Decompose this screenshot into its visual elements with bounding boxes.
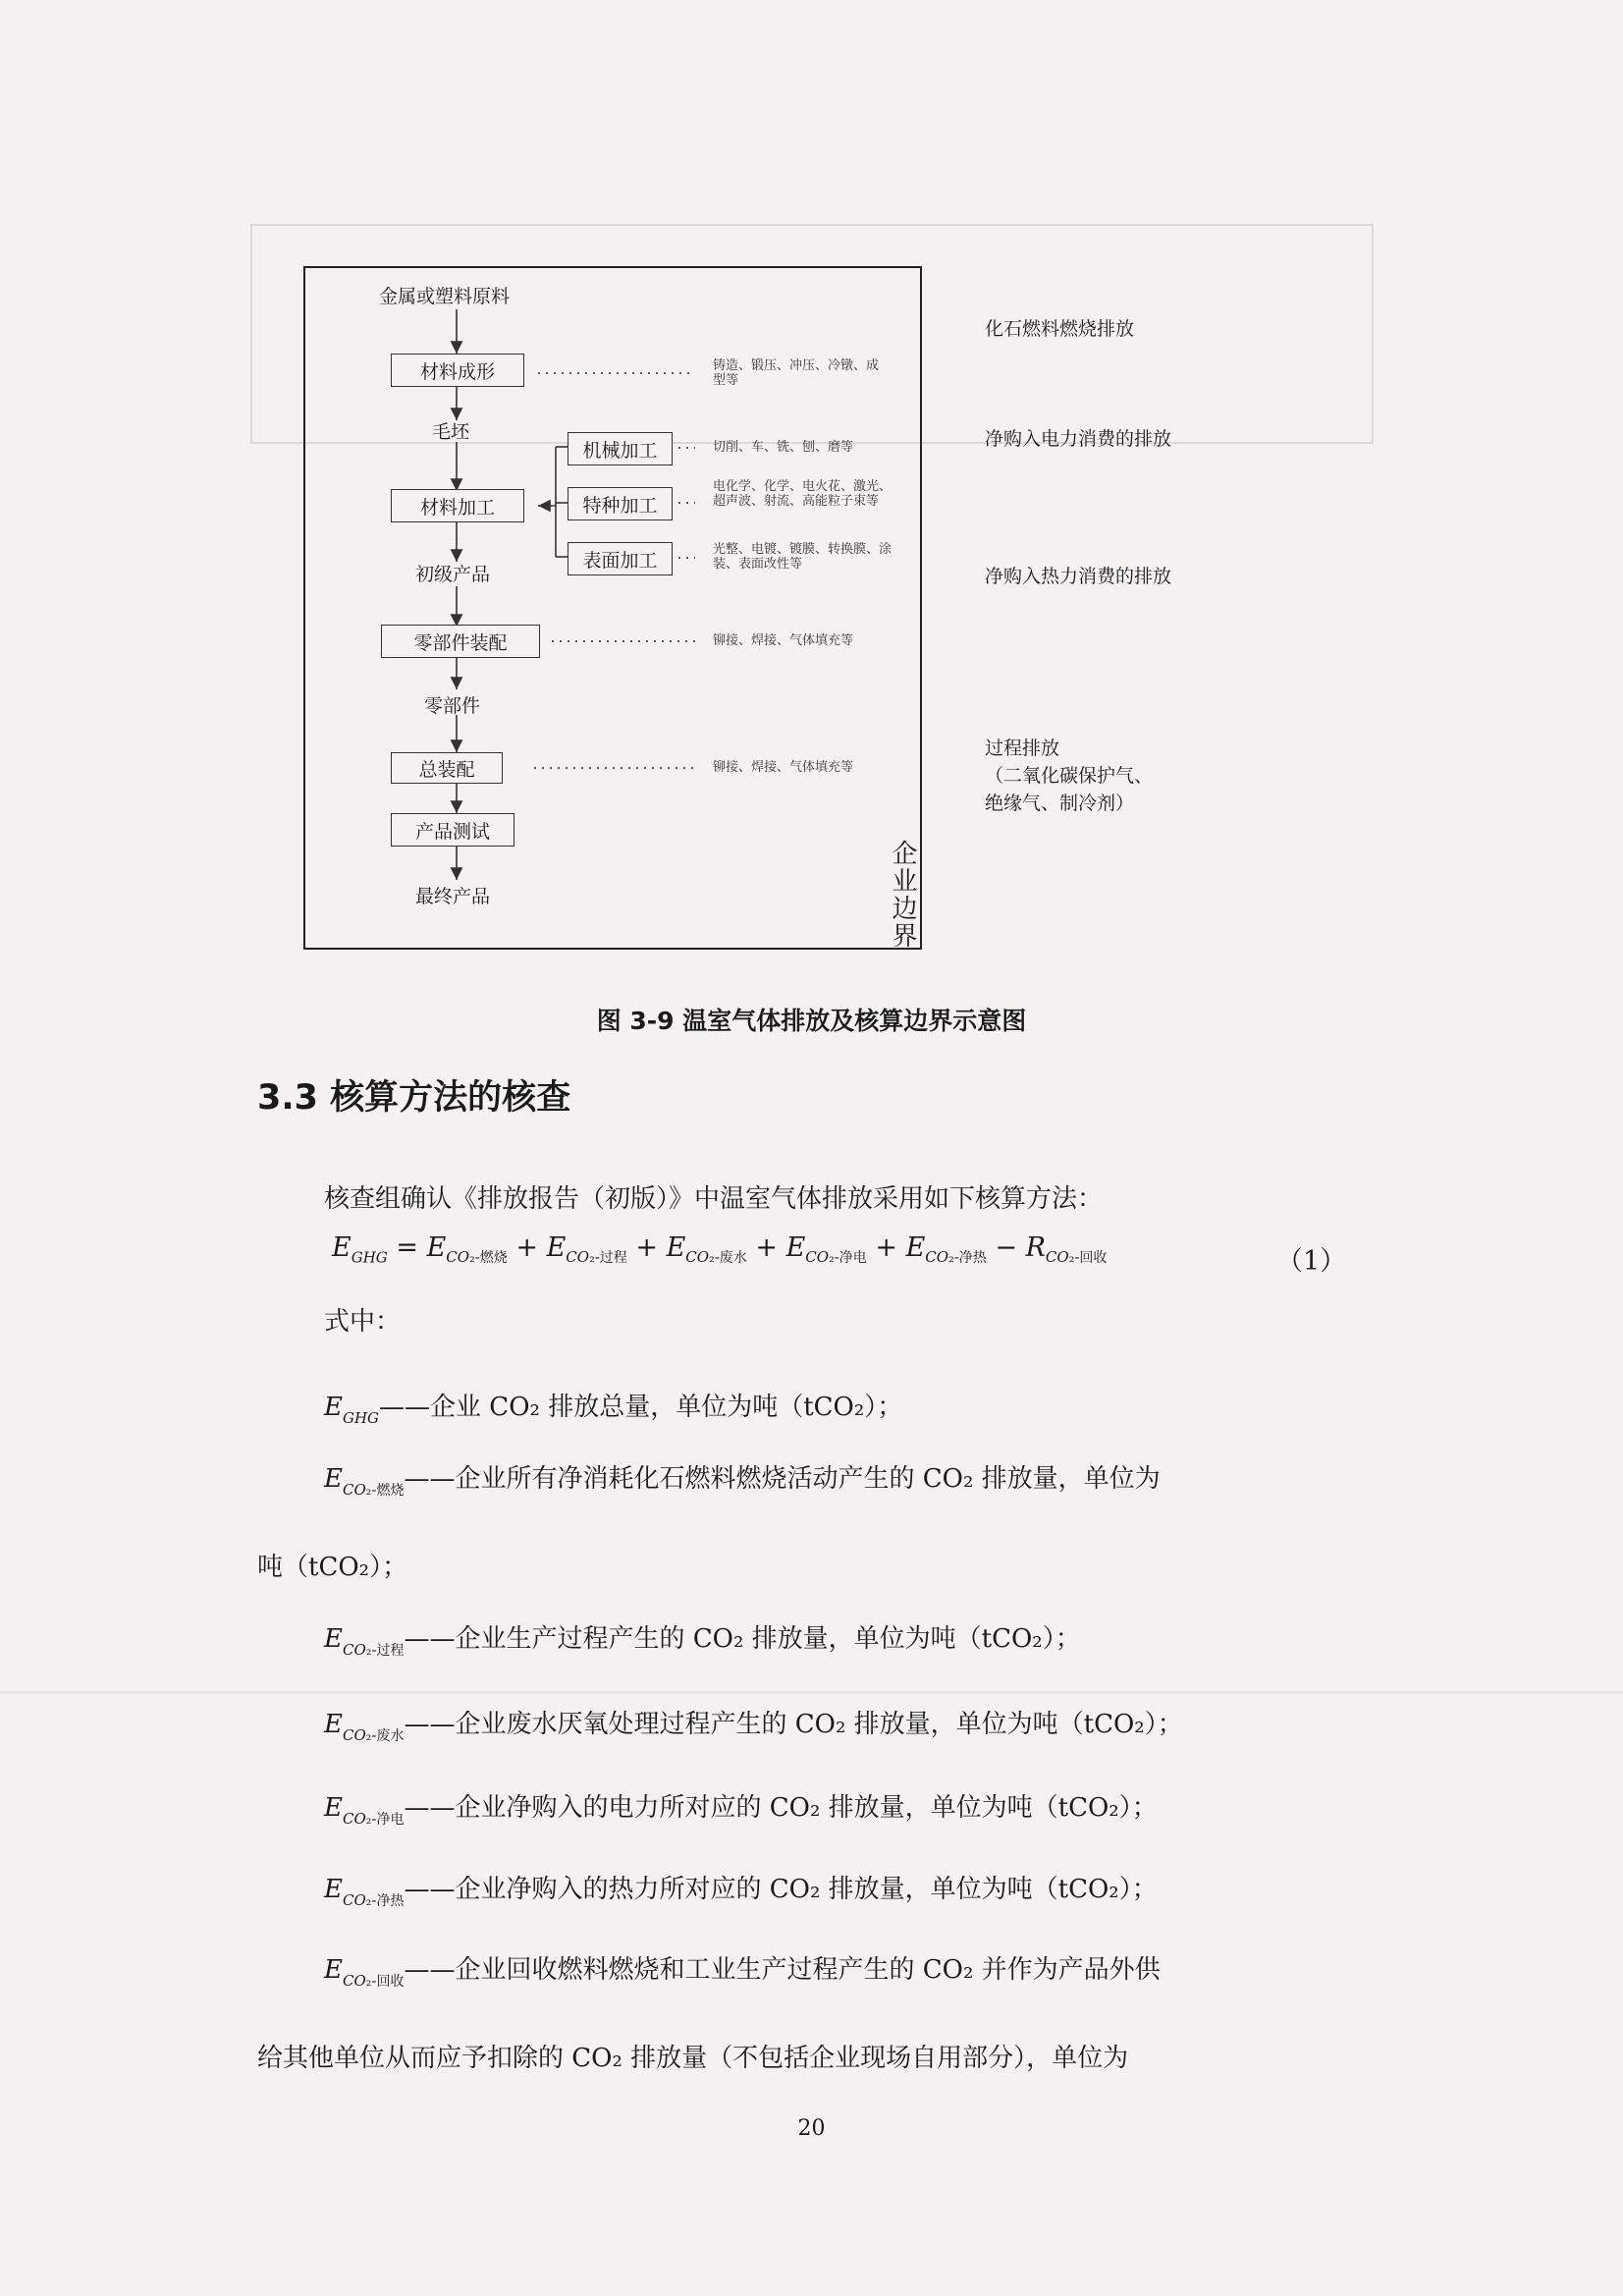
box-parts-assembly: 零部件装配 <box>381 625 540 658</box>
definition-heat: $E_{CO_2-净热}——$企业净购入的热力所对应的 CO₂ 排放量，单位为吨（tCO₂）； <box>324 1875 1158 1909</box>
box-special-processing: 特种加工 <box>568 487 673 520</box>
output-process-detail-2: 绝缘气、制冷剂） <box>985 793 1135 814</box>
enterprise-boundary-label: 企业边界 <box>888 840 917 950</box>
figure-caption: 图 3-9 温室气体排放及核算边界示意图 <box>596 1007 1027 1035</box>
note-parts-assembly: 铆接、焊接、气体填充等 <box>713 633 854 648</box>
box-machining: 机械加工 <box>568 432 673 465</box>
boundary-diagram <box>302 265 1172 953</box>
note-machining: 切削、车、铣、刨、磨等 <box>713 440 854 455</box>
node-final-product: 最终产品 <box>415 886 491 907</box>
note-special: 电化学、化学、电火花、激光、超声波、射流、高能粒子束等 <box>713 479 893 509</box>
output-heat-label: 净购入热力消费的排放 <box>985 566 1172 587</box>
note-forming: 铸造、锻压、冲压、冷镦、成型等 <box>713 358 880 388</box>
box-final-assembly: 总装配 <box>391 752 503 784</box>
note-final-assembly: 铆接、焊接、气体填充等 <box>713 760 854 775</box>
intro-paragraph: 核查组确认《排放报告（初版）》中温室气体排放采用如下核算方法： <box>324 1184 1104 1214</box>
definition-process: $E_{CO_2-过程}——$企业生产过程产生的 CO₂ 排放量，单位为吨（tCO₂）； <box>324 1624 1081 1659</box>
where-label: 式中： <box>324 1307 402 1337</box>
page-number: 20 <box>797 2116 826 2141</box>
scan-artifact <box>0 1691 1623 1694</box>
output-process-detail-1: （二氧化碳保护气、 <box>985 765 1154 787</box>
emission-formula: $E_{GHG} = E_{CO_2-燃烧} + E_{CO_2-过程} + E_{CO_2-废水} + E_{CO_2-净电} + E_{CO_2-净热} - R_{CO_2-回收}$ <box>332 1232 1108 1267</box>
definition-recycle-cont: 给其他单位从而应予扣除的 CO₂ 排放量（不包括企业现场自用部分），单位为 <box>257 2044 1129 2073</box>
box-product-testing: 产品测试 <box>391 813 514 847</box>
definition-heat-text: ——企业净购入的热力所对应的 CO₂ 排放量，单位为吨（tCO₂）； <box>404 1875 1158 1904</box>
note-surface: 光整、电镀、镀膜、转换膜、涂装、表面改性等 <box>713 542 893 572</box>
section-heading: 3.3 核算方法的核查 <box>257 1078 571 1118</box>
node-raw-material: 金属或塑料原料 <box>379 286 511 307</box>
box-material-processing: 材料加工 <box>391 489 524 522</box>
node-blank: 毛坯 <box>432 421 470 443</box>
definition-ghg: $E_{GHG}——$企业 CO₂ 排放总量，单位为吨（tCO₂）； <box>324 1393 903 1427</box>
definition-combustion-text: ——企业所有净消耗化石燃料燃烧活动产生的 CO₂ 排放量，单位为 <box>404 1464 1161 1494</box>
output-process-title: 过程排放 <box>985 738 1060 759</box>
definition-recycle: $E_{CO_2-回收}——$企业回收燃料燃烧和工业生产过程产生的 CO₂ 并作为产品外供 <box>324 1955 1161 1990</box>
output-electricity-label: 净购入电力消费的排放 <box>985 428 1172 450</box>
definition-recycle-text: ——企业回收燃料燃烧和工业生产过程产生的 CO₂ 并作为产品外供 <box>404 1955 1161 1985</box>
definition-process-text: ——企业生产过程产生的 CO₂ 排放量，单位为吨（tCO₂）； <box>404 1624 1081 1654</box>
node-parts: 零部件 <box>424 695 481 717</box>
output-fossil-label: 化石燃料燃烧排放 <box>985 318 1135 340</box>
box-material-forming: 材料成形 <box>391 354 524 387</box>
definition-ghg-text: ——企业 CO₂ 排放总量，单位为吨（tCO₂）； <box>379 1393 903 1422</box>
definition-electricity-text: ——企业净购入的电力所对应的 CO₂ 排放量，单位为吨（tCO₂）； <box>404 1793 1158 1823</box>
formula-number: （1） <box>1276 1246 1347 1277</box>
box-surface-processing: 表面加工 <box>568 542 673 575</box>
node-primary-product: 初级产品 <box>415 564 491 585</box>
definition-combustion-cont: 吨（tCO₂）； <box>257 1553 408 1582</box>
definition-electricity: $E_{CO_2-净电}——$企业净购入的电力所对应的 CO₂ 排放量，单位为吨（tCO₂）； <box>324 1793 1158 1828</box>
definition-combustion: $E_{CO_2-燃烧}——$企业所有净消耗化石燃料燃烧活动产生的 CO₂ 排放量，单位为 <box>324 1464 1161 1499</box>
output-process-label <box>985 735 1201 817</box>
definition-wastewater: $E_{CO_2-废水}——$企业废水厌氧处理过程产生的 CO₂ 排放量，单位为吨（tCO₂）； <box>324 1710 1183 1744</box>
definition-wastewater-text: ——企业废水厌氧处理过程产生的 CO₂ 排放量，单位为吨（tCO₂）； <box>404 1710 1183 1739</box>
